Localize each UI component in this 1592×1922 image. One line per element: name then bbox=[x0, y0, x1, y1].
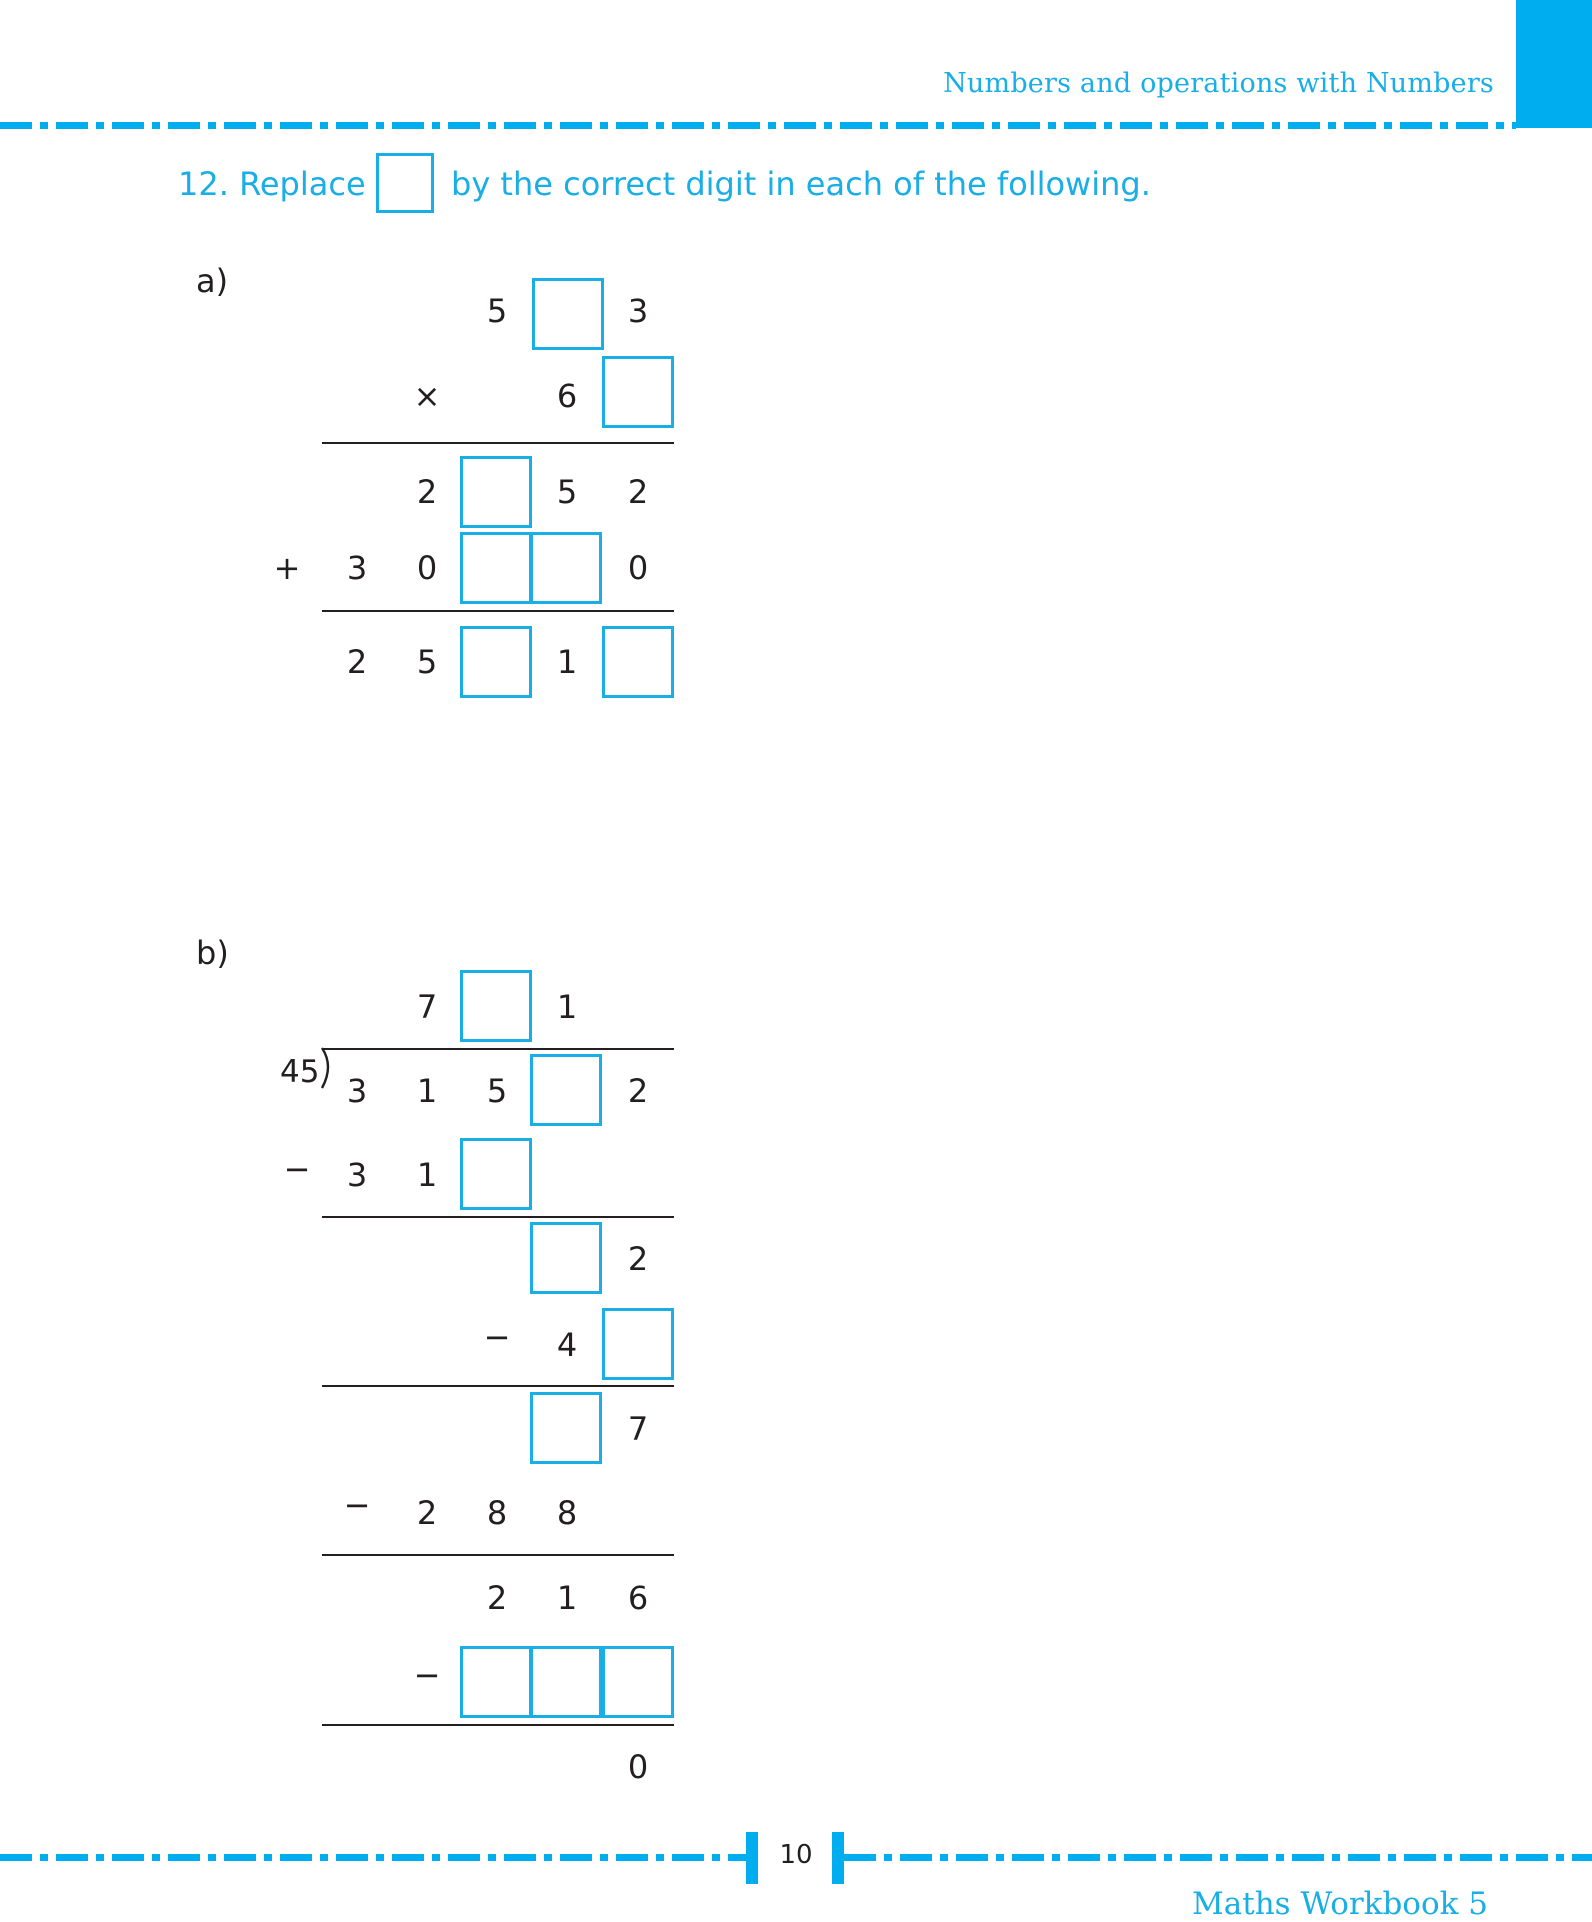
answer-box[interactable] bbox=[460, 1646, 532, 1718]
answer-box[interactable] bbox=[602, 626, 674, 698]
plus-sign: + bbox=[273, 549, 301, 587]
digit: 6 bbox=[627, 1579, 649, 1617]
minus-sign: − bbox=[483, 1318, 511, 1356]
question-number-text: 12. bbox=[178, 165, 229, 203]
minus-sign: − bbox=[413, 1656, 441, 1694]
digit: 1 bbox=[556, 988, 578, 1026]
rule-line bbox=[322, 1554, 674, 1556]
digit: 8 bbox=[556, 1494, 578, 1532]
digit: 0 bbox=[627, 549, 649, 587]
digit: 5 bbox=[416, 643, 438, 681]
digit: 4 bbox=[556, 1326, 578, 1364]
answer-box[interactable] bbox=[460, 626, 532, 698]
digit: 3 bbox=[346, 1156, 368, 1194]
answer-box[interactable] bbox=[530, 532, 602, 604]
times-sign: × bbox=[413, 377, 441, 415]
digit: 2 bbox=[486, 1579, 508, 1617]
digit: 5 bbox=[556, 473, 578, 511]
digit: 3 bbox=[627, 292, 649, 330]
section-title: Numbers and operations with Numbers bbox=[943, 68, 1494, 99]
digit: 2 bbox=[627, 1072, 649, 1110]
digit: 1 bbox=[556, 643, 578, 681]
footer-dashed-rule-right bbox=[844, 1854, 1592, 1861]
digit: 0 bbox=[627, 1748, 649, 1786]
book-title: Maths Workbook 5 bbox=[1192, 1886, 1488, 1922]
rule-line bbox=[322, 610, 674, 612]
digit: 2 bbox=[627, 473, 649, 511]
digit: 2 bbox=[416, 1494, 438, 1532]
digit: 7 bbox=[416, 988, 438, 1026]
division-bar bbox=[322, 1048, 674, 1050]
answer-box[interactable] bbox=[532, 278, 604, 350]
rule-line bbox=[322, 1724, 674, 1726]
answer-box[interactable] bbox=[602, 1308, 674, 1380]
digit: 6 bbox=[556, 377, 578, 415]
digit: 1 bbox=[556, 1579, 578, 1617]
corner-tab bbox=[1516, 0, 1592, 128]
digit: 1 bbox=[416, 1072, 438, 1110]
digit: 5 bbox=[486, 292, 508, 330]
page-tab-right bbox=[832, 1832, 844, 1884]
digit: 2 bbox=[416, 473, 438, 511]
answer-box[interactable] bbox=[460, 456, 532, 528]
digit: 8 bbox=[486, 1494, 508, 1532]
footer-dashed-rule-left bbox=[0, 1854, 746, 1861]
rule-line bbox=[322, 1216, 674, 1218]
answer-box[interactable] bbox=[530, 1054, 602, 1126]
digit: 3 bbox=[346, 549, 368, 587]
example-answer-box bbox=[376, 153, 434, 213]
digit: 5 bbox=[486, 1072, 508, 1110]
answer-box[interactable] bbox=[460, 1138, 532, 1210]
minus-sign: − bbox=[343, 1486, 371, 1524]
rule-line bbox=[322, 1385, 674, 1387]
header-dashed-rule bbox=[0, 122, 1516, 129]
page-number: 10 bbox=[779, 1840, 813, 1870]
rule-line bbox=[322, 442, 674, 444]
question-instruction: by the correct digit in each of the following. bbox=[451, 165, 1151, 203]
part-b-label: b) bbox=[196, 934, 229, 972]
question-number bbox=[178, 165, 366, 203]
digit: 7 bbox=[627, 1410, 649, 1448]
minus-sign: − bbox=[283, 1150, 311, 1188]
digit: 2 bbox=[346, 643, 368, 681]
digit: 0 bbox=[416, 549, 438, 587]
answer-box[interactable] bbox=[530, 1222, 602, 1294]
digit: 1 bbox=[416, 1156, 438, 1194]
page-tab-left bbox=[746, 1832, 758, 1884]
answer-box[interactable] bbox=[602, 1646, 674, 1718]
answer-box[interactable] bbox=[460, 970, 532, 1042]
answer-box[interactable] bbox=[602, 356, 674, 428]
divisor: 45 bbox=[280, 1054, 320, 1090]
digit: 2 bbox=[627, 1240, 649, 1278]
part-a-label: a) bbox=[196, 262, 229, 300]
question-lead-text: Replace bbox=[239, 165, 366, 203]
answer-box[interactable] bbox=[530, 1646, 602, 1718]
digit: 3 bbox=[346, 1072, 368, 1110]
answer-box[interactable] bbox=[460, 532, 532, 604]
answer-box[interactable] bbox=[530, 1392, 602, 1464]
